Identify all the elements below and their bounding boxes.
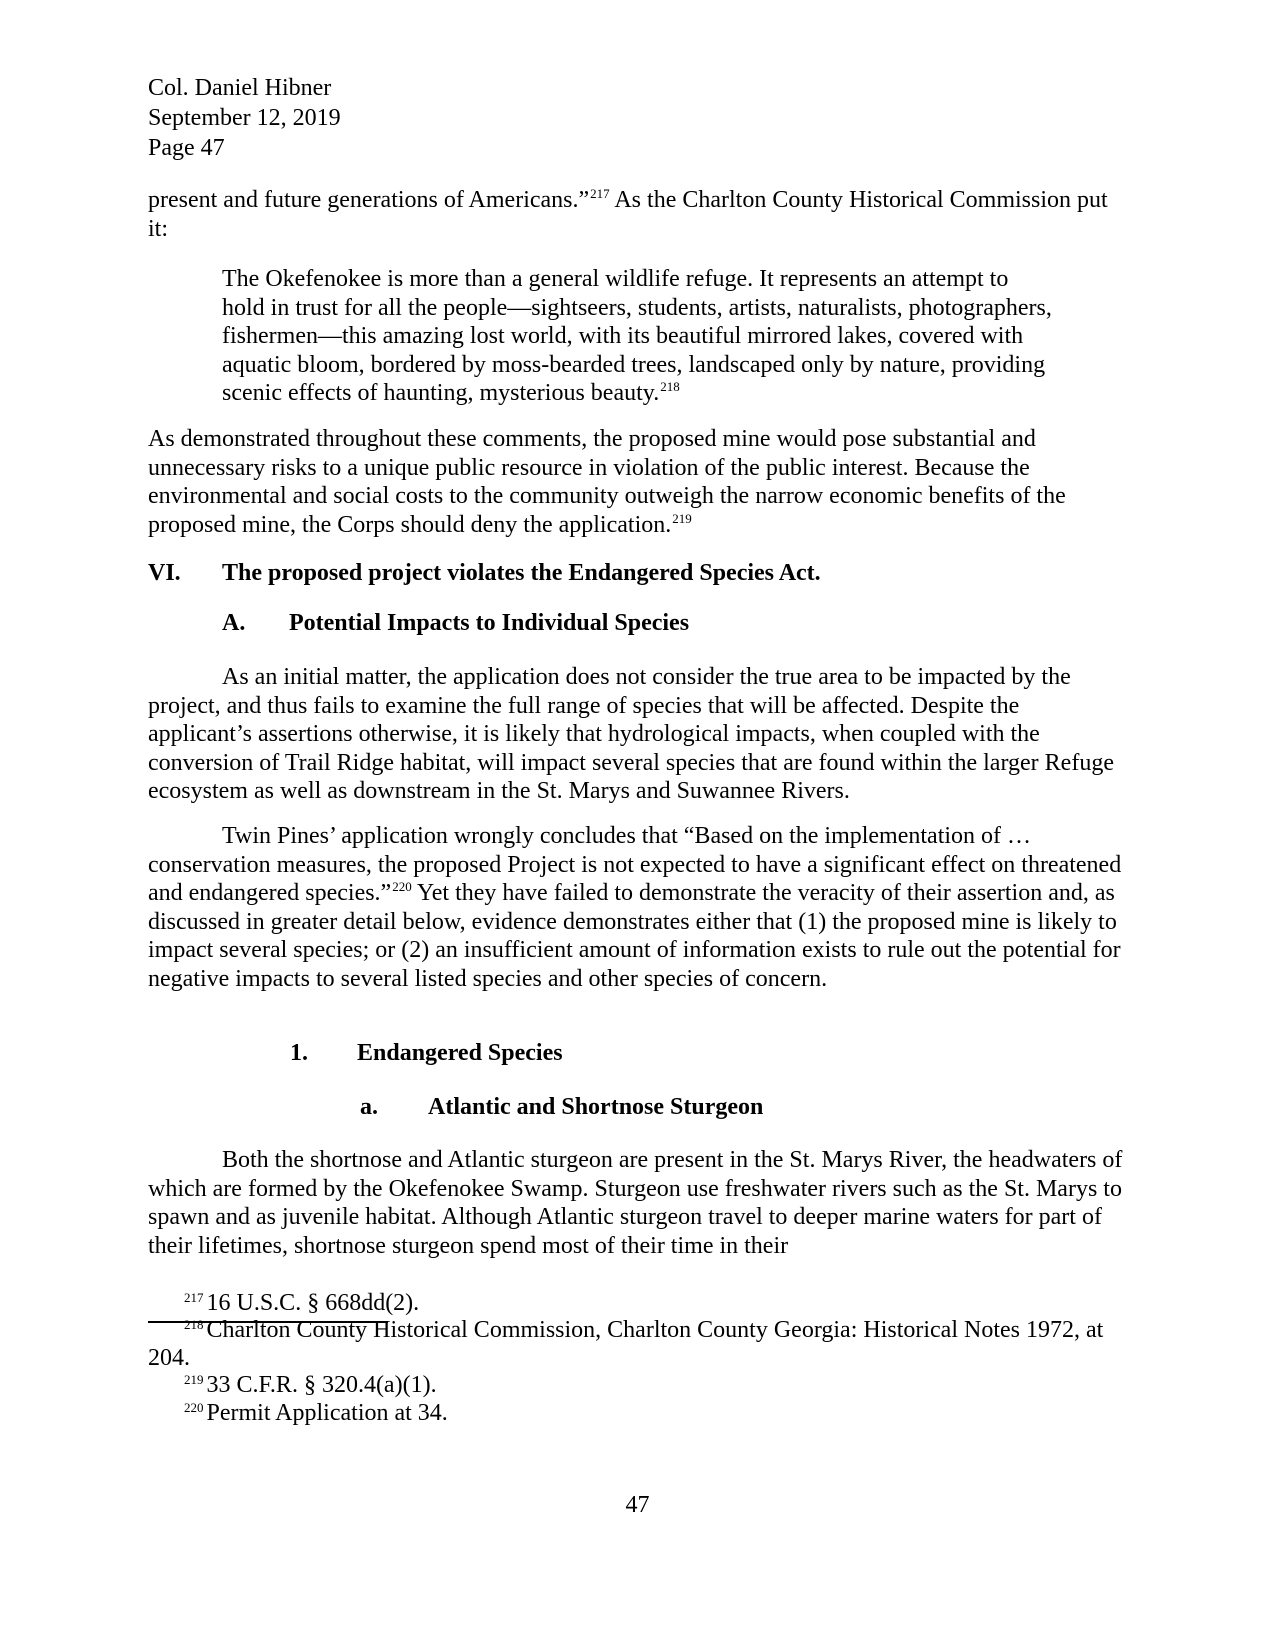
footnote-ref-220[interactable]: 220	[392, 879, 412, 895]
footnote-ref-219[interactable]: 219	[672, 510, 692, 526]
recipient-line: Col. Daniel Hibner	[148, 75, 332, 101]
page-number: 47	[625, 1492, 650, 1518]
footnote-219: $^{219}$ 33 C.F.R. § 320.4(a)(1).	[184, 1372, 437, 1398]
footnote-ref-217[interactable]: 217	[590, 185, 610, 201]
paragraph-initial-matter: As an initial matter, the application does not consider the true area to be impacted by the project, and thus fails to examine the full range of species that will be affected. Despite the applicant’s assertions otherwise, it is likely that hydrological impacts, when coupled with the conversion of Trail Ridge habitat, will impact several species that are found within the larger Refuge ecosystem as well as downstream in the St. Marys and Suwannee Rivers.	[148, 664, 1114, 805]
block-quote: The Okefenokee is more than a general wildlife refuge. It represents an attempt to hold in trust for all the people—sightseers, students, artists, naturalists, photographers, fishermen—this amazing lost world, with its beautiful mirrored lakes, covered with aquatic bloom, bordered by moss-bearded trees, landscaped only by nature, providing scenic effects of haunting, mysterious beauty.$^{218}$	[222, 266, 1052, 407]
paragraph-sturgeon: Both the shortnose and Atlantic sturgeon are present in the St. Marys River, the headwaters of which are formed by the Okefenokee Swamp. Sturgeon use freshwater rivers such as the St. Marys to spawn and as juvenile habitat. Although Atlantic sturgeon travel to deeper marine waters for part of their lifetimes, shortnose sturgeon spend most of their time in their	[148, 1147, 1123, 1259]
footnote-218: $^{218}$ Charlton County Historical Commission, Charlton County Georgia: Historical Notes 1972, at 204.	[148, 1317, 1104, 1371]
page-line: Page 47	[148, 135, 225, 161]
section-heading-vi: VI. The proposed project violates the Endangered Species Act.	[148, 560, 821, 586]
footnote-220: $^{220}$ Permit Application at 34.	[184, 1400, 448, 1426]
paragraph-continuation: present and future generations of Americans.”$^{217}$ As the Charlton County Historical Commission put it:	[148, 185, 1108, 242]
footnote-ref-218[interactable]: 218	[660, 379, 680, 395]
date-line: September 12, 2019	[148, 105, 341, 131]
paragraph-twin-pines: Twin Pines’ application wrongly concludes that “Based on the implementation of … conservation measures, the proposed Project is not expected to have a significant effect on threatened and endangered species.”$^{220}$ Yet they have failed to demonstrate the veracity of their assertion and, as discussed in greater detail below, evidence demonstrates either that (1) the proposed mine is likely to impact several species; or (2) an insufficient amount of information exists to rule out the potential for negative impacts to several listed species and other species of concern.	[148, 823, 1122, 992]
paragraph-public-interest: As demonstrated throughout these comments, the proposed mine would pose substantial and unnecessary risks to a unique public resource in violation of the public interest. Because the environmental and social costs to the community outweigh the narrow economic benefits of the proposed mine, the Corps should deny the application.$^{219}$	[148, 426, 1066, 538]
footnote-217: $^{217}$ 16 U.S.C. § 668dd(2).	[184, 1290, 420, 1316]
letter-header	[148, 73, 341, 163]
subsection-heading-1: 1. Endangered Species	[290, 1040, 563, 1066]
subsection-heading-a2: a. Atlantic and Shortnose Sturgeon	[360, 1094, 764, 1120]
subsection-heading-a: A. Potential Impacts to Individual Species	[222, 610, 690, 636]
